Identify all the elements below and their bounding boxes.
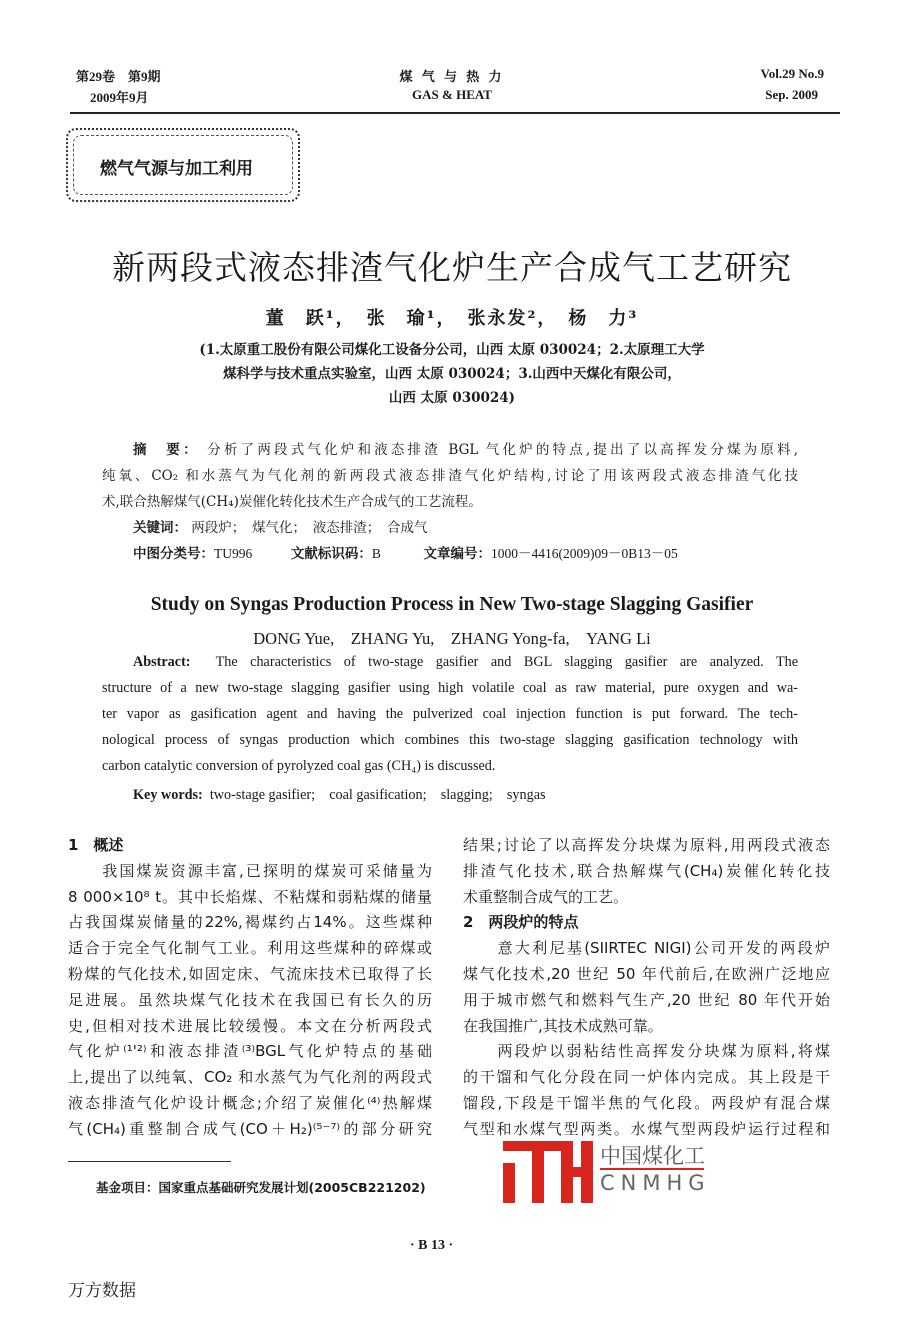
classification-info	[133, 542, 829, 562]
logo-bar	[503, 1163, 515, 1203]
english-abstract-line: structure of a new two-stage slagging gasifier using high volatile coal as raw material, pure oxygen and wa-	[102, 680, 798, 696]
logo-name-en: CNMHG	[600, 1171, 711, 1195]
body-line: 两段炉以弱粘结性高挥发分块煤为原料,将煤	[463, 1042, 830, 1061]
body-line: 意大利尼基(SIIRTEC NIGI)公司开发的两段炉	[463, 939, 830, 958]
issue-date: 2009年9月	[90, 90, 149, 105]
body-line: 气型和水煤气型两类。水煤气型两段炉运行过程和	[463, 1119, 830, 1138]
english-title: Study on Syngas Production Process in New Two-stage Slagging Gasifier	[150, 594, 754, 615]
article-number-label: 文章编号：	[423, 546, 491, 562]
body-line: 粉煤的气化技术,如固定床、气流床技术已取得了长	[68, 965, 432, 983]
body-line: 占我国煤炭储量的22%,褐煤约占14%。这些煤种	[68, 913, 432, 932]
english-abstract-line: nological process of syngas production which combines this two-stage slagging gasification technology with	[102, 732, 798, 748]
abstract-cn-label: 摘 要：	[133, 442, 200, 458]
doc-code: B	[371, 546, 381, 561]
english-abstract-label: Abstract:	[133, 654, 191, 670]
body-line: 气化炉⁽¹'²⁾和液态排渣⁽³⁾BGL气化炉特点的基础	[68, 1042, 432, 1061]
body-line: 液态排渣气化炉设计概念;介绍了炭催化⁽⁴⁾热解煤	[68, 1094, 432, 1112]
affiliation-line: (1.太原重工股份有限公司煤化工设备分公司，山西 太原 030024；2.太原理工大学	[199, 342, 705, 358]
section-heading: 1 概述	[68, 836, 124, 854]
journal-name-cn: 煤 气 与 热 力	[399, 69, 505, 84]
english-abstract-line: carbon catalytic conversion of pyrolyzed coal gas (CH₄) is discussed.	[102, 758, 496, 774]
abstract-cn-line: 纯氧、CO₂ 和水蒸气为气化剂的新两段式液态排渣气化炉结构,讨论了用该两段式液态排渣气化技	[102, 468, 798, 484]
article-number: 1000－4416(2009)09－0B13－05	[490, 546, 678, 561]
body-line: 适合于完全气化制气工业。利用这些煤种的碎煤或	[68, 939, 432, 958]
english-abstract-line	[133, 654, 798, 671]
body-line: 术重整制合成气的工艺。	[463, 887, 629, 906]
abstract-cn-line	[133, 438, 798, 458]
keywords-cn-text: 两段炉； 煤气化； 液态排渣； 合成气	[191, 520, 428, 536]
english-abstract-line: ter vapor as gasification agent and having the pulverized coal injection function is put forward. The tech-	[102, 706, 798, 722]
funding-footnote: 基金项目：国家重点基础研究发展计划(2005CB221202)	[96, 1180, 426, 1195]
volume-issue: 第29卷 第9期	[76, 69, 161, 84]
affiliation-line: 煤科学与技术重点实验室，山西 太原 030024；3.山西中天煤化有限公司，	[223, 366, 681, 382]
abstract-cn-text: 分析了两段式气化炉和液态排渣 BGL 气化炉的特点,提出了以高挥发分煤为原料,	[207, 442, 798, 458]
logo-bar	[532, 1141, 544, 1203]
logo-name-cn: 中国煤化工	[600, 1144, 705, 1168]
keywords-cn	[133, 516, 829, 536]
body-line: 馏段,下段是干馏半焦的气化段。两段炉有混合煤	[463, 1094, 830, 1112]
paper-title: 新两段式液态排渣气化炉生产合成气工艺研究	[112, 248, 792, 287]
section-heading: 2 两段炉的特点	[463, 913, 579, 932]
body-line: 的干馏和气化分段在同一炉体内完成。其上段是干	[463, 1068, 830, 1087]
header-rule	[70, 112, 840, 114]
doc-code-label: 文献标识码：	[290, 546, 372, 562]
english-keywords-label: Key words:	[133, 787, 203, 803]
logo-bar	[581, 1141, 593, 1203]
english-abstract-text: The characteristics of two-stage gasifier and BGL slagging gasifier are analyzed. The	[215, 654, 799, 670]
body-line: 气(CH₄)重整制合成气(CO＋H₂)⁽⁵⁻⁷⁾的部分研究	[68, 1119, 432, 1138]
clc-label: 中图分类号：	[133, 546, 214, 562]
volume-issue-en: Vol.29 No.9	[760, 66, 824, 81]
body-line: 我国煤炭资源丰富,已探明的煤炭可采储量为	[68, 861, 432, 880]
body-line: 史,但相对技术进展比较缓慢。本文在分析两段式	[68, 1016, 432, 1035]
footnote-rule	[68, 1161, 231, 1162]
authors: 董 跃¹， 张 瑜¹， 张永发²， 杨 力³	[265, 308, 639, 329]
page-number: · B 13 ·	[410, 1238, 454, 1253]
body-line: 煤气化技术,20 世纪 50 年代前后,在欧洲广泛地应	[463, 965, 830, 983]
english-authors: DONG Yue, ZHANG Yu, ZHANG Yong-fa, YANG Li	[253, 629, 651, 648]
body-line: 结果;讨论了以高挥发分块煤为原料,用两段式液态	[463, 836, 830, 854]
body-line: 排渣气化技术,联合热解煤气(CH₄)炭催化转化技	[463, 861, 830, 880]
abstract-cn-line: 术,联合热解煤气(CH₄)炭催化转化技术生产合成气的工艺流程。	[102, 494, 482, 510]
body-line: 在我国推广,其技术成熟可靠。	[463, 1016, 663, 1035]
source-mark: 万方数据	[68, 1281, 136, 1301]
journal-name-en: GAS & HEAT	[412, 87, 492, 102]
body-line: 用于城市燃气和燃料气生产,20 世纪 80 年代开始	[463, 990, 830, 1009]
english-keywords	[133, 784, 829, 804]
english-keywords-text: two-stage gasifier; coal gasification; slagging; syngas	[209, 787, 546, 803]
logo-divider	[600, 1168, 704, 1170]
body-line: 足进展。虽然块煤气化技术在我国已有长久的历	[68, 990, 432, 1009]
body-line: 8 000×10⁸ t。其中长焰煤、不粘煤和弱粘煤的储量	[68, 887, 432, 906]
keywords-cn-label: 关键词：	[133, 520, 187, 536]
body-line: 上,提出了以纯氧、CO₂ 和水蒸气为气化剂的两段式	[68, 1068, 432, 1087]
issue-date-en: Sep. 2009	[765, 87, 818, 102]
section-label: 燃气气源与加工利用	[100, 159, 253, 179]
clc-code: TU996	[214, 546, 253, 561]
affiliation-line: 山西 太原 030024)	[388, 390, 516, 406]
